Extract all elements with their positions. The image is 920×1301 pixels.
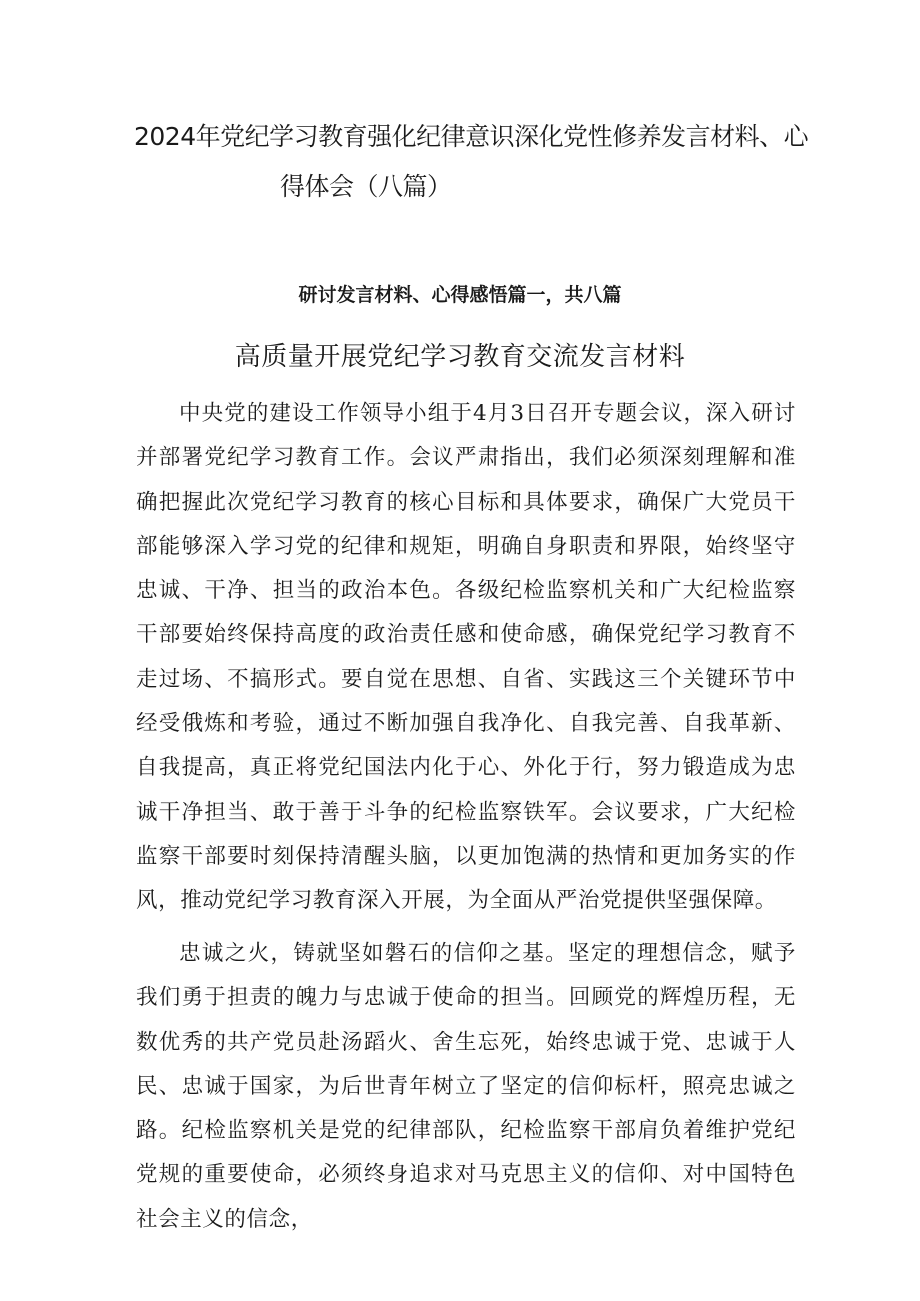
document-title-line-2: 得体会（八篇） <box>280 172 452 201</box>
article-title: 高质量开展党纪学习教育交流发言材料 <box>234 342 686 372</box>
body-paragraph-1: 中央党的建设工作领导小组于4月3日召开专题会议，深入研讨并部署党纪学习教育工作。会议严肃指出，我们必须深刻理解和准确把握此次党纪学习教育的核心目标和具体要求，确保广大党员干部能够深入学习党的纪律和规矩，明确自身职责和界限，始终坚守忠诚、干净、担当的政治本色。各级纪检监察机关和广大纪检监察干部要始终保持高度的政治责任感和使命感，确保党纪学习教育不走过场、不搞形式。要自觉在思想、自省、实践这三个关键环节中经受俄炼和考验，通过不断加强自我净化、自我完善、自我革新、自我提高，真正将党纪国法内化于心、外化于行，努力锻造成为忠诚干净担当、敢于善于斗争的纪检监察铁军。会议要求，广大纪检监察干部要时刻保持清醒头脑，以更加饱满的热情和更加务实的作风，推动党纪学习教育深入开展，为全面从严治党提供坚强保障。 <box>136 401 796 914</box>
document-title-line-1: 2024年党纪学习教育强化纪律意识深化党性修养发言材料、心 <box>134 122 809 151</box>
document-title <box>120 112 810 212</box>
body-paragraph-2: 忠诚之火，铸就坚如磐石的信仰之基。坚定的理想信念，赋予我们勇于担责的魄力与忠诚于使命的担当。回顾党的辉煌历程，无数优秀的共产党员赴汤蹈火、舍生忘死，始终忠诚于党、忠诚于人民、忠诚于国家，为后世青年树立了坚定的信仰标杆，照亮忠诚之路。纪检监察机关是党的纪律部队，纪检监察干部肩负着维护党纪党规的重要使命，必须终身追求对马克思主义的信仰、对中国特色社会主义的信念， <box>136 941 796 1232</box>
section-label: 研讨发言材料、心得感悟篇一，共八篇 <box>298 284 622 306</box>
